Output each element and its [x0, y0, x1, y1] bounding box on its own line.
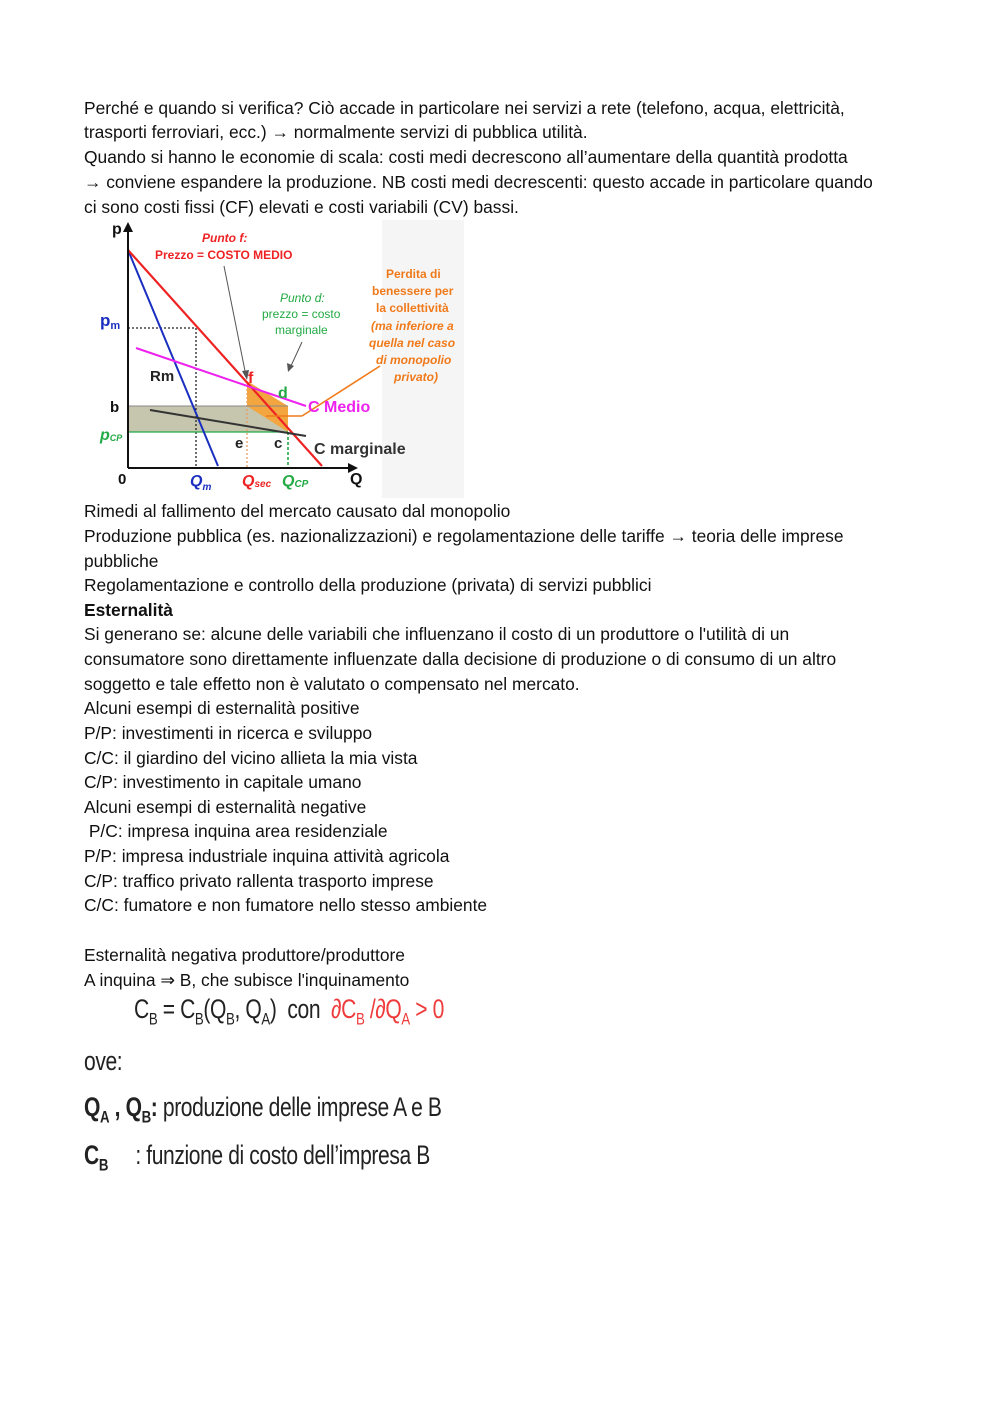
area-c-label: c: [274, 435, 283, 452]
pm-label: pm: [100, 311, 121, 332]
paragraph-line: Produzione pubblica (es. nazionalizzazioni) e regolamentazione delle tariffe → teoria delle imprese: [84, 526, 844, 546]
section-heading: Esternalità: [84, 600, 173, 620]
perdita-line-2: benessere per: [372, 284, 454, 298]
list-item: P/P: investimenti in ricerca e sviluppo: [84, 723, 373, 743]
point-f-label: f: [248, 370, 254, 387]
paragraph-line: pubbliche: [84, 551, 159, 571]
punto-d-line-3: marginale: [275, 323, 328, 337]
list-item: C/C: il giardino del vicino allieta la mia vista: [84, 748, 418, 768]
perdita-line-7: privato): [394, 370, 439, 384]
c-marginale-label: C marginale: [314, 441, 406, 458]
paragraph-line: Esternalità negativa produttore/produttore: [84, 945, 405, 965]
cost-definition: $C_B$ : funzione di costo dell’impresa B: [84, 1140, 430, 1175]
punto-d-line-1: Punto d:: [280, 291, 325, 305]
paragraph-line: A inquina ⇒ B, che subisce l'inquinamento: [84, 970, 410, 990]
paragraph-line: Alcuni esempi di esternalità negative: [84, 797, 367, 817]
area-e-label: e: [235, 435, 244, 452]
formula-image: [84, 994, 504, 1184]
paragraph-line: Alcuni esempi di esternalità positive: [84, 698, 360, 718]
list-item: C/P: investimento in capitale umano: [84, 772, 362, 792]
punto-f-title: Punto f:: [202, 231, 248, 245]
punto-f-text: Prezzo = COSTO MEDIO: [155, 248, 293, 262]
list-item: P/C: impresa inquina area residenziale: [84, 821, 388, 841]
paragraph-line: ci sono costi fissi (CF) elevati e costi variabili (CV) bassi.: [84, 197, 519, 217]
perdita-line-4: (ma inferiore a: [371, 319, 454, 333]
qm-label: $Q_m$: [190, 473, 212, 493]
list-item: C/C: fumatore e non fumatore nello stesso ambiente: [84, 895, 488, 915]
paragraph-line: → conviene espandere la produzione. NB costi medi decrescenti: questo accade in particolare quando: [84, 172, 873, 192]
qcp-label: QCP: [282, 473, 309, 490]
perdita-line-6: di monopolio: [376, 353, 452, 367]
origin-label: 0: [118, 471, 127, 488]
cost-function-formula: $C_B = C_B(Q_B$, $Q_A$) con $\partial C_B$ $/\partial Q_A > 0$: [134, 994, 444, 1029]
point-d-label: d: [278, 385, 288, 402]
rm-label: Rm: [150, 368, 175, 385]
perdita-line-3: la collettività: [376, 301, 449, 315]
punto-d-line-2: prezzo = costo: [262, 307, 341, 321]
ove-label: ove:: [84, 1046, 123, 1076]
b-label: b: [110, 399, 120, 416]
list-item: P/P: impresa industriale inquina attività agricola: [84, 846, 450, 866]
production-definition: $Q_A$ , $Q_B$: produzione delle imprese A e B: [84, 1092, 442, 1127]
paragraph-line: soggetto e tale effetto non è valutato o compensato nel mercato.: [84, 674, 580, 694]
paragraph-line: Si generano se: alcune delle variabili che influenzano il costo di un produttore o l'utilità di un: [84, 624, 790, 644]
paragraph-line: Quando si hanno le economie di scala: costi medi decrescono all’aumentare della quantità prodotta: [84, 147, 848, 167]
monopoly-diagram: [84, 220, 464, 498]
paragraph-line: Regolamentazione e controllo della produzione (privata) di servizi pubblici: [84, 575, 652, 595]
perdita-line-5: quella nel caso: [369, 336, 456, 350]
paragraph-line: trasporti ferroviari, ecc.) → normalmente servizi di pubblica utilità.: [84, 122, 588, 142]
paragraph-line: Perché e quando si verifica? Ciò accade in particolare nei servizi a rete (telefono, acqua, elettricità,: [84, 98, 845, 118]
list-item: C/P: traffico privato rallenta trasporto imprese: [84, 871, 434, 891]
c-medio-label: C Medio: [308, 399, 371, 416]
paragraph-line: Rimedi al fallimento del mercato causato dal monopolio: [84, 501, 511, 521]
axis-p-label: p: [112, 221, 122, 238]
perdita-line-1: Perdita di: [386, 267, 441, 281]
axis-q-label: Q: [350, 471, 363, 488]
pcp-label: pCP: [100, 427, 123, 444]
qsec-label: Qsec: [242, 473, 272, 490]
paragraph-line: consumatore sono direttamente influenzate dalla decisione di produzione o di consumo di un altro: [84, 649, 837, 669]
